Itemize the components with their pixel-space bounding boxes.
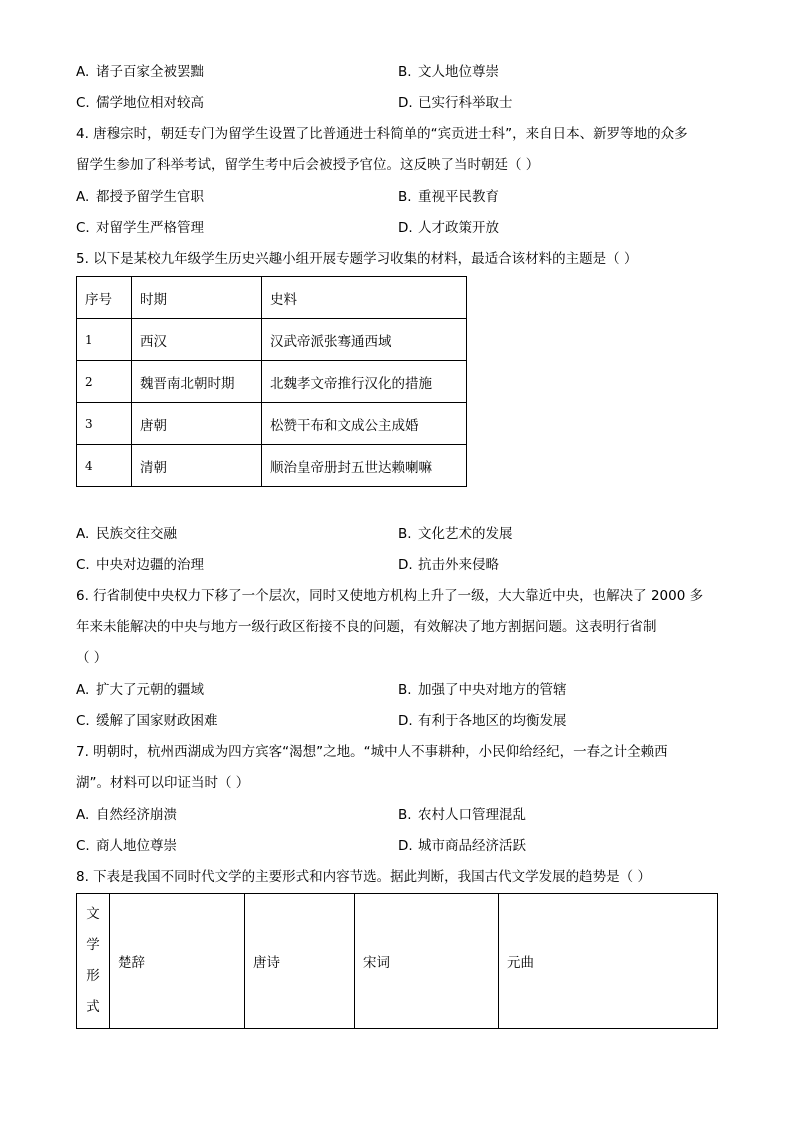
q6-stem-line3: （ ） (76, 650, 108, 666)
q3-option-d[interactable]: D. 已实行科举取士 (398, 95, 513, 111)
table-cell: 4 (77, 445, 132, 487)
table-cell: 清朝 (132, 445, 262, 487)
q4-option-a[interactable]: A. 都授予留学生官职 (76, 189, 204, 205)
q4-option-d[interactable]: D. 人才政策开放 (398, 220, 499, 236)
q7-stem-line1: 7. 明朝时，杭州西湖成为四方宾客“渴想”之地。“城中人不事耕种，小民仰给经纪，一春之计全赖西 (76, 744, 668, 760)
table-header-cell: 史料 (262, 277, 467, 319)
q4-stem-line1: 4. 唐穆宗时，朝廷专门为留学生设置了比普通进士科简单的“宾贡进士科”，来自日本、新罗等地的众多 (76, 126, 688, 142)
q4-option-b[interactable]: B. 重视平民教育 (398, 189, 499, 205)
table-row (77, 361, 467, 403)
table-cell: 唐诗 (245, 894, 355, 1029)
q7-option-d[interactable]: D. 城市商品经济活跃 (398, 838, 526, 854)
q5-option-c[interactable]: C. 中央对边疆的治理 (76, 557, 204, 573)
q5-table (76, 276, 467, 487)
q5-option-a[interactable]: A. 民族交往交融 (76, 526, 177, 542)
table-cell: 3 (77, 403, 132, 445)
table-header-cell: 序号 (77, 277, 132, 319)
q7-option-a[interactable]: A. 自然经济崩溃 (76, 807, 177, 823)
table-cell: 楚辞 (110, 894, 245, 1029)
q5-stem: 5. 以下是某校九年级学生历史兴趣小组开展专题学习收集的材料，最适合该材料的主题是（ ） (76, 251, 638, 267)
table-cell: 魏晋南北朝时期 (132, 361, 262, 403)
table-cell: 北魏孝文帝推行汉化的措施 (262, 361, 467, 403)
table-cell: 2 (77, 361, 132, 403)
q7-stem-line2: 湖”。材料可以印证当时（ ） (76, 775, 250, 791)
q6-option-b[interactable]: B. 加强了中央对地方的管辖 (398, 682, 567, 698)
q3-option-a[interactable]: A. 诸子百家全被罢黜 (76, 64, 204, 80)
q5-option-b[interactable]: B. 文化艺术的发展 (398, 526, 513, 542)
table-row (77, 445, 467, 487)
table-cell: 汉武帝派张骞通西域 (262, 319, 467, 361)
table-row (77, 894, 718, 1029)
table-cell: 唐朝 (132, 403, 262, 445)
table-row (77, 319, 467, 361)
q3-option-c[interactable]: C. 儒学地位相对较高 (76, 95, 204, 111)
q4-stem-line2: 留学生参加了科举考试，留学生考中后会被授予官位。这反映了当时朝廷（ ） (76, 157, 540, 173)
q8-stem: 8. 下表是我国不同时代文学的主要形式和内容节选。据此判断，我国古代文学发展的趋势是（ ） (76, 869, 651, 885)
q6-option-d[interactable]: D. 有利于各地区的均衡发展 (398, 713, 567, 729)
q6-stem-line2: 年来未能解决的中央与地方一级行政区衔接不良的问题，有效解决了地方割据问题。这表明行省制 (76, 619, 657, 635)
q7-option-c[interactable]: C. 商人地位尊崇 (76, 838, 177, 854)
q8-table (76, 893, 718, 1029)
table-cell: 松赞干布和文成公主成婚 (262, 403, 467, 445)
table-cell: 1 (77, 319, 132, 361)
q4-option-c[interactable]: C. 对留学生严格管理 (76, 220, 204, 236)
q7-option-b[interactable]: B. 农村人口管理混乱 (398, 807, 526, 823)
q6-option-a[interactable]: A. 扩大了元朝的疆域 (76, 682, 204, 698)
q3-option-b[interactable]: B. 文人地位尊崇 (398, 64, 499, 80)
table-header-cell: 时期 (132, 277, 262, 319)
table-row (77, 403, 467, 445)
q6-stem-line1: 6. 行省制使中央权力下移了一个层次，同时又使地方机构上升了一级，大大靠近中央，也解决了 2000 多 (76, 588, 704, 604)
q5-option-d[interactable]: D. 抗击外来侵略 (398, 557, 499, 573)
table-cell: 元曲 (499, 894, 718, 1029)
q6-option-c[interactable]: C. 缓解了国家财政困难 (76, 713, 218, 729)
table-cell: 宋词 (355, 894, 499, 1029)
table-cell: 西汉 (132, 319, 262, 361)
table-row-header: 文 学 形 式 (77, 894, 110, 1029)
table-cell: 顺治皇帝册封五世达赖喇嘛 (262, 445, 467, 487)
table-header-row (77, 277, 467, 319)
